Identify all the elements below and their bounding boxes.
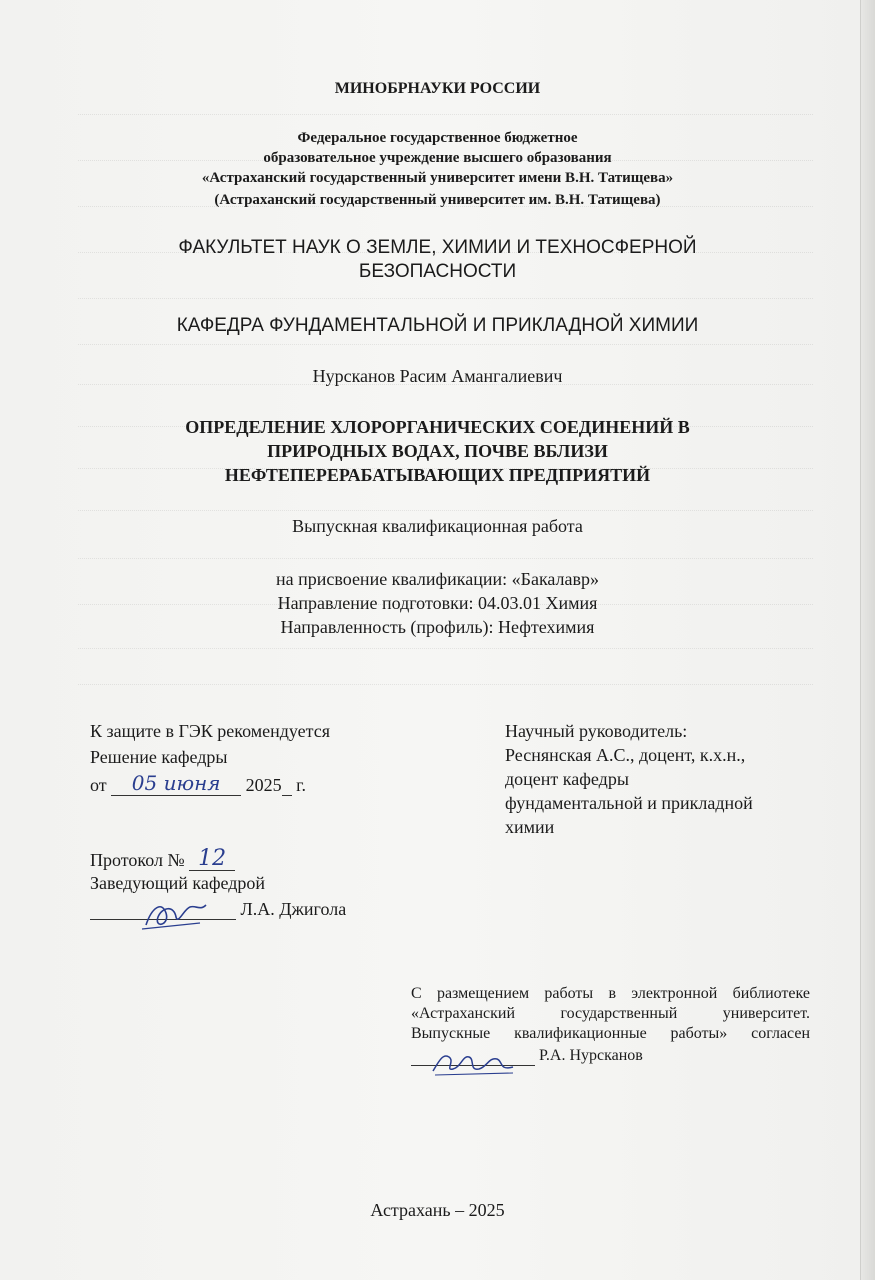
head-signature-row bbox=[90, 898, 346, 920]
thesis-title-line-3: НЕФТЕПЕРЕРАБАТЫВАЮЩИХ ПРЕДПРИЯТИЙ bbox=[224, 465, 651, 485]
thesis-title-line-2: ПРИРОДНЫХ ВОДАХ, ПОЧВЕ ВБЛИЗИ bbox=[267, 441, 608, 461]
supervisor-line-5: химии bbox=[505, 817, 555, 837]
handwritten-protocol-number: 12 bbox=[198, 846, 227, 871]
supervisor-line-2: Реснянская А.С., доцент, к.х.н., bbox=[505, 745, 746, 765]
defense-recommended: К защите в ГЭК рекомендуется bbox=[90, 721, 331, 741]
defense-decision: Решение кафедры bbox=[90, 747, 228, 767]
consent-name: Р.А. Нурсканов bbox=[539, 1047, 643, 1064]
supervisor-line-4: фундаментальной и прикладной bbox=[505, 793, 753, 813]
date-line bbox=[111, 772, 241, 796]
profile: Направленность (профиль): Нефтехимия bbox=[280, 617, 595, 637]
show-through-line bbox=[78, 102, 813, 115]
consent-signature-row bbox=[411, 1046, 643, 1066]
consent-line-1: С размещением работы в электронной библиотеке bbox=[411, 985, 810, 1002]
faculty-line-1: ФАКУЛЬТЕТ НАУК О ЗЕМЛЕ, ХИМИИ И ТЕХНОСФЕРНОЙ bbox=[178, 237, 697, 258]
protocol-line bbox=[189, 848, 235, 871]
faculty-line-2: БЕЗОПАСНОСТИ bbox=[358, 261, 517, 282]
footer-city-year: Астрахань – 2025 bbox=[370, 1200, 505, 1220]
protocol-label: Протокол № bbox=[90, 850, 185, 870]
consent-signature-icon bbox=[429, 1047, 519, 1083]
university-line-1: Федеральное государственное бюджетное bbox=[297, 130, 578, 146]
show-through-line bbox=[78, 498, 813, 511]
head-name: Л.А. Джигола bbox=[240, 899, 347, 919]
supervisor-line-3: доцент кафедры bbox=[505, 769, 629, 789]
head-signature-line bbox=[90, 919, 236, 920]
head-signature-icon bbox=[140, 899, 210, 933]
consent-line-3: Выпускные квалификационные работы» согласен bbox=[411, 1025, 810, 1042]
show-through-line bbox=[78, 672, 813, 685]
protocol-row bbox=[90, 848, 235, 871]
date-year: 2025 bbox=[245, 775, 282, 795]
date-year-suffix: г. bbox=[296, 775, 306, 795]
university-line-2: образовательное учреждение высшего образования bbox=[263, 150, 612, 166]
ministry-heading: МИНОБРНАУКИ РОССИИ bbox=[334, 80, 541, 97]
head-label: Заведующий кафедрой bbox=[90, 873, 266, 893]
thesis-title-line-1: ОПРЕДЕЛЕНИЕ ХЛОРОРГАНИЧЕСКИХ СОЕДИНЕНИЙ В bbox=[185, 417, 690, 437]
direction: Направление подготовки: 04.03.01 Химия bbox=[277, 593, 598, 613]
defense-date-row bbox=[90, 772, 306, 796]
consent-line-2: «Астраханский государственный университет. bbox=[411, 1005, 810, 1022]
university-line-3: «Астраханский государственный университет имени В.Н. Татищева» bbox=[201, 170, 674, 186]
year-line bbox=[282, 795, 292, 796]
show-through-line bbox=[78, 546, 813, 559]
qualification: на присвоение квалификации: «Бакалавр» bbox=[275, 569, 600, 589]
author-name: Нурсканов Расим Амангалиевич bbox=[312, 366, 563, 386]
work-type: Выпускная квалификационная работа bbox=[292, 516, 583, 536]
department-heading: КАФЕДРА ФУНДАМЕНТАЛЬНОЙ И ПРИКЛАДНОЙ ХИМИИ bbox=[176, 315, 699, 336]
consent-signature-line bbox=[411, 1065, 535, 1066]
university-line-4: (Астраханский государственный университет им. В.Н. Татищева) bbox=[214, 192, 661, 208]
date-from-label: от bbox=[90, 775, 107, 795]
show-through-line bbox=[78, 286, 813, 299]
handwritten-date: 05 июня bbox=[131, 771, 221, 795]
supervisor-line-1: Научный руководитель: bbox=[505, 721, 688, 741]
